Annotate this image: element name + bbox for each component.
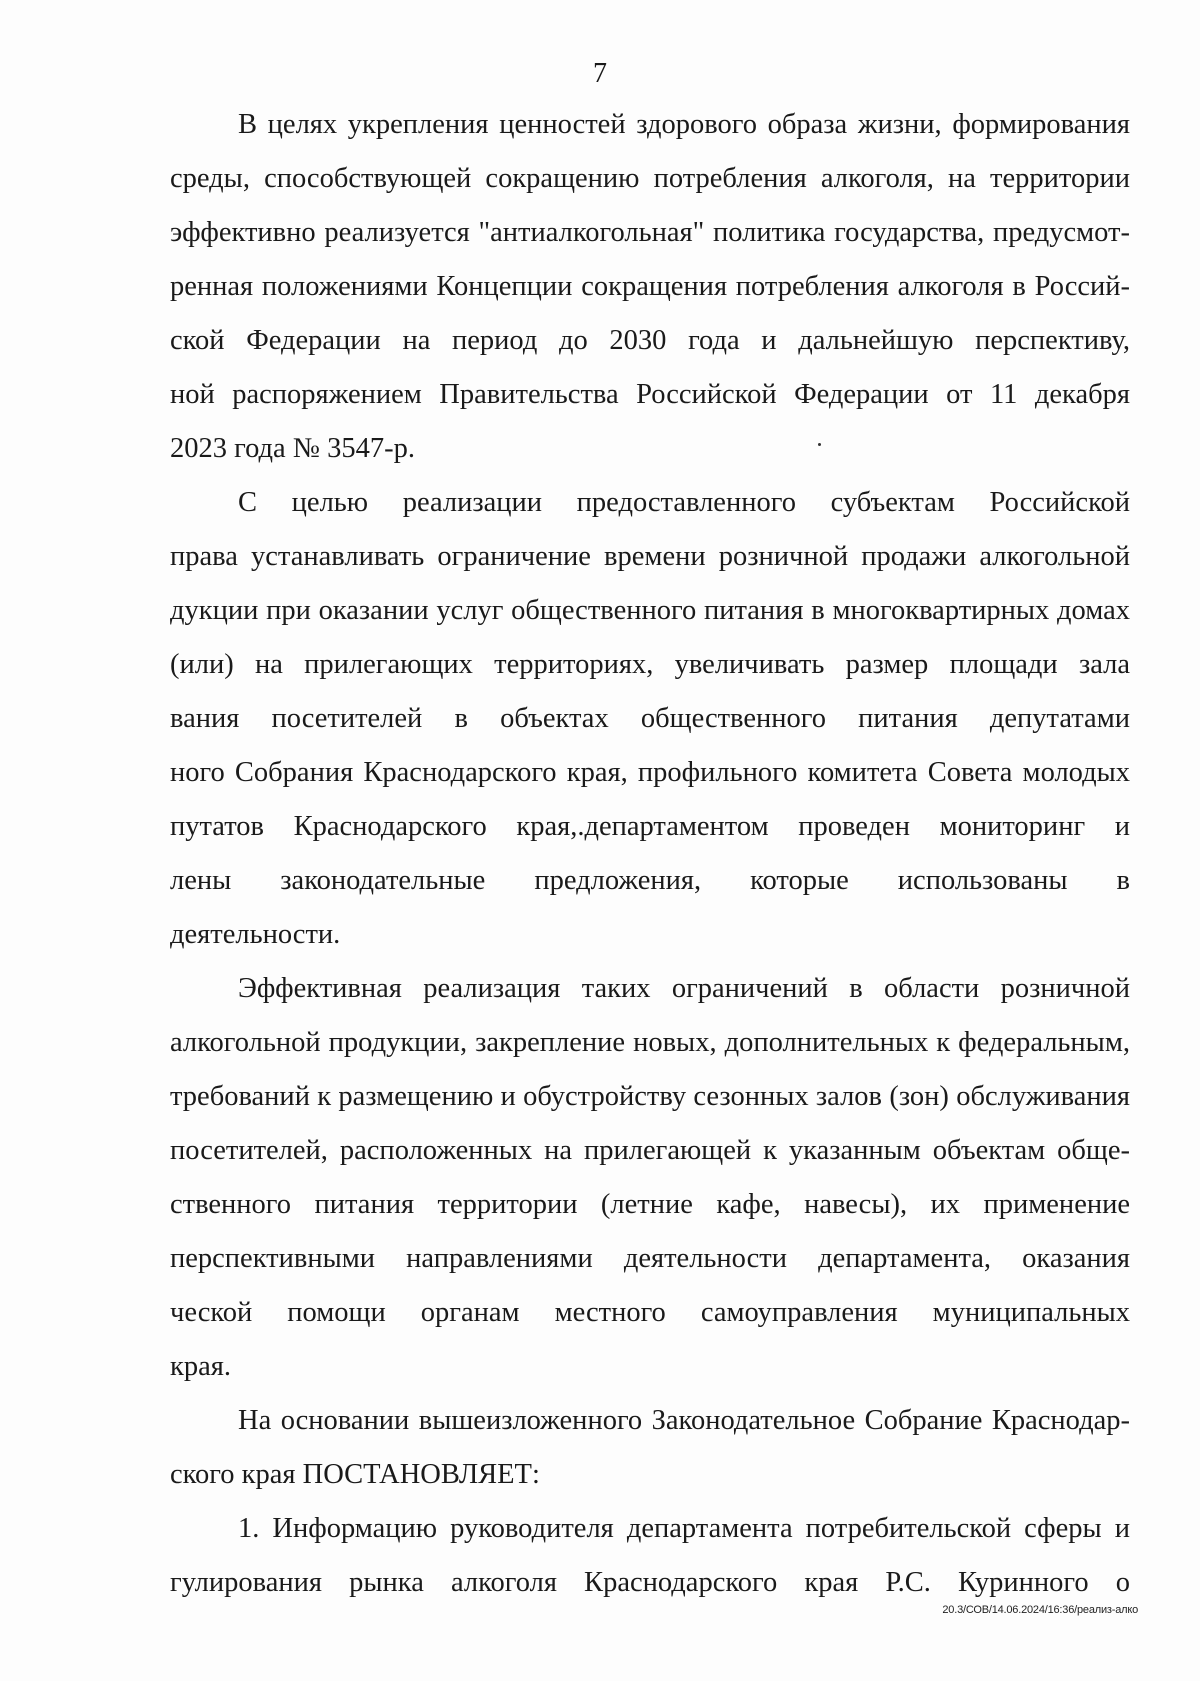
text-line: В целях укрепления ценностей здорового образа жизни, формирования bbox=[238, 109, 1130, 140]
text-line: С целью реализации предоставленного субъектам Российской bbox=[238, 487, 1130, 518]
text-line: Эффективная реализация таких ограничений в области розничной bbox=[238, 973, 1130, 1004]
text-line: деятельности. bbox=[170, 919, 341, 950]
text-line: путатов Краснодарского края,.департаментом проведен мониторинг и bbox=[170, 811, 1130, 842]
text-line: ренная положениями Концепции сокращения потребления алкоголя в Россий- bbox=[170, 271, 1130, 302]
text-line: посетителей, расположенных на прилегающей к указанным объектам обще- bbox=[170, 1135, 1130, 1166]
text-line: ного Собрания Краснодарского края, профильного комитета Совета молодых bbox=[170, 757, 1130, 788]
text-line: вания посетителей в объектах общественного питания депутатами bbox=[170, 703, 1130, 734]
footer-document-code: 20.3/СОВ/14.06.2024/16:36/реализ-алко bbox=[942, 1604, 1138, 1616]
text-line: На основании вышеизложенного Законодательное Собрание Краснодар- bbox=[238, 1405, 1130, 1436]
text-line: эффективно реализуется "антиалкогольная" политика государства, предусмот- bbox=[170, 217, 1130, 248]
text-line: алкогольной продукции, закрепление новых, дополнительных к федеральным, bbox=[170, 1027, 1130, 1058]
text-line: перспективными направлениями деятельности департамента, оказания bbox=[170, 1243, 1130, 1274]
text-line: дукции при оказании услуг общественного питания в многоквартирных домах bbox=[170, 595, 1130, 626]
text-line: (или) на прилегающих территориях, увеличивать размер площади зала bbox=[170, 649, 1130, 680]
paragraph-3 bbox=[170, 962, 1130, 1394]
text-line: 2023 года № 3547-р. bbox=[170, 433, 415, 464]
text-line: ной распоряжением Правительства Российской Федерации от 11 декабря bbox=[170, 379, 1130, 410]
text-line: права устанавливать ограничение времени розничной продажи алкогольной bbox=[170, 541, 1130, 572]
page-number: 7 bbox=[593, 58, 607, 89]
text-line: лены законодательные предложения, которые использованы в bbox=[170, 865, 1130, 896]
text-line: гулирования рынка алкоголя Краснодарского края Р.С. Куринного о bbox=[170, 1567, 1130, 1598]
text-line: ского края ПОСТАНОВЛЯЕТ: bbox=[170, 1459, 540, 1490]
text-line: 1. Информацию руководителя департамента потребительской сферы и bbox=[238, 1513, 1130, 1544]
text-line: края. bbox=[170, 1351, 231, 1382]
paragraph-4 bbox=[170, 1394, 1130, 1502]
paragraph-1 bbox=[170, 98, 1130, 476]
paragraph-2 bbox=[170, 476, 1130, 962]
text-line: ческой помощи органам местного самоуправления муниципальных bbox=[170, 1297, 1130, 1328]
text-line: требований к размещению и обустройству сезонных залов (зон) обслуживания bbox=[170, 1081, 1130, 1112]
paragraph-5 bbox=[170, 1502, 1130, 1610]
text-line: среды, способствующей сокращению потребления алкоголя, на территории bbox=[170, 163, 1130, 194]
text-line: ственного питания территории (летние кафе, навесы), их применение bbox=[170, 1189, 1130, 1220]
scan-speck bbox=[818, 443, 821, 446]
text-line: ской Федерации на период до 2030 года и дальнейшую перспективу, bbox=[170, 325, 1130, 356]
